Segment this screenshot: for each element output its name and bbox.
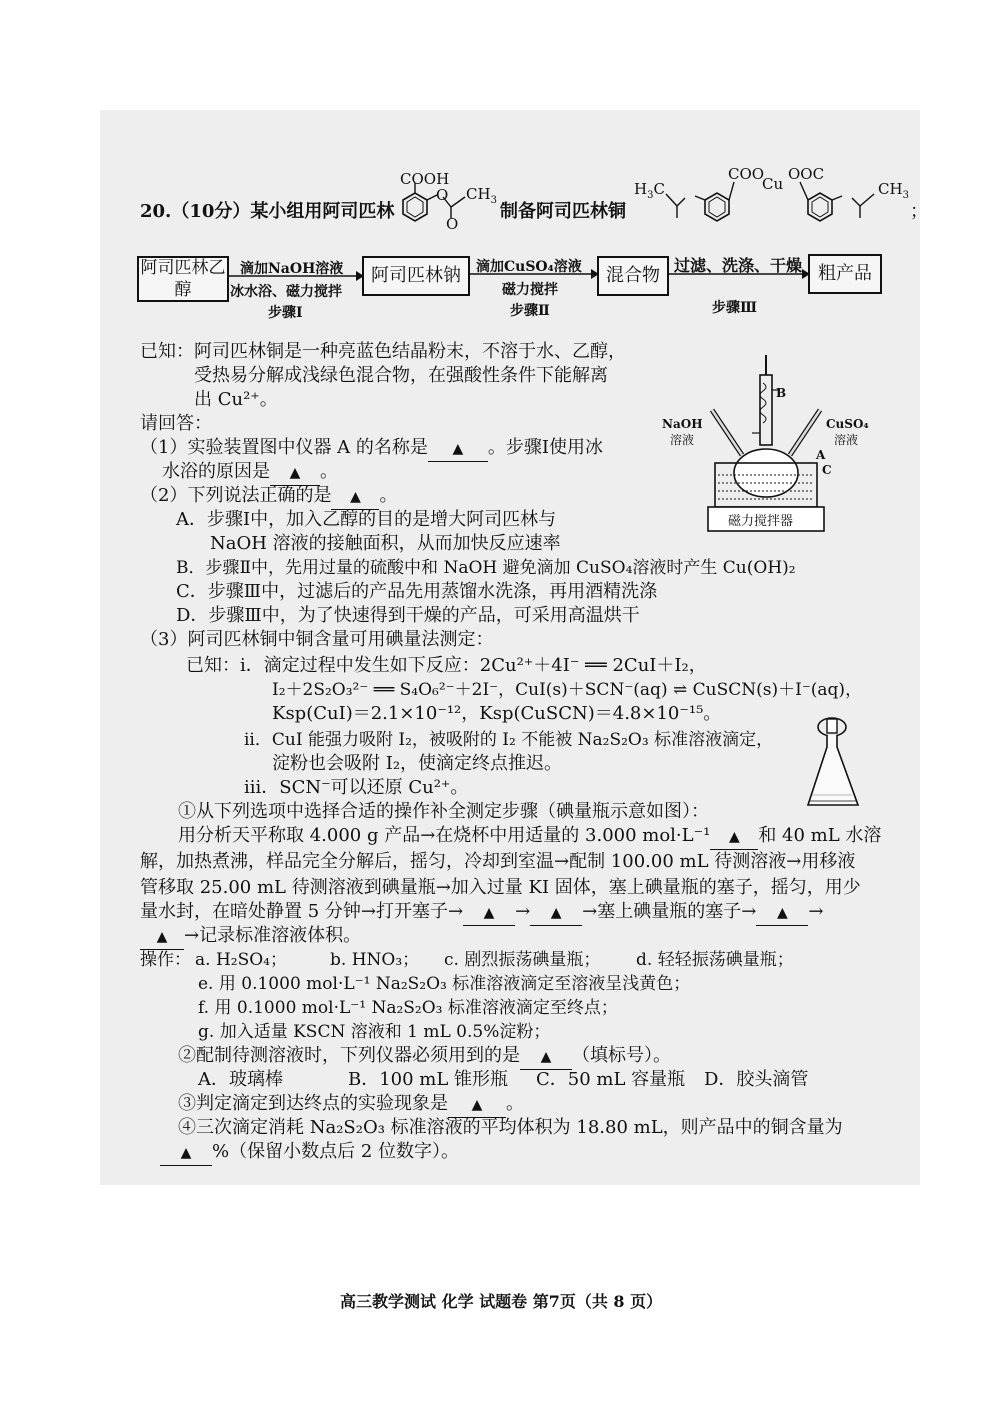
q3-step1-head: ①从下列选项中选择合适的操作补全测定步骤（碘量瓶示意如图）： [178,801,709,822]
q3-step2-option-a: A．玻璃棒 [198,1069,283,1090]
arrow3-top-label: 过滤、洗涤、干燥 [674,256,803,275]
iodine-flask-diagram [800,715,870,815]
q3-step3: ③判定滴定到达终点的实验现象是 ▲ 。 [178,1092,524,1118]
q3-step2-option-b: B．100 mL 锥形瓶 [348,1069,509,1090]
q2-option-a-line1: A．步骤Ⅰ中，加入乙醇的目的是增大阿司匹林与 [176,509,557,530]
cuso4-label: CuSO₄ [826,417,869,431]
flow-box-mixture: 混合物 [597,256,669,296]
q3-step1-line4: 量水封，在暗处静置 5 分钟→打开塞子→ ▲ → ▲ →塞上碘量瓶的塞子→ ▲ → [140,900,823,926]
q3-step4-line1: ④三次滴定消耗 Na₂S₂O₃ 标准溶液的平均体积为 18.80 mL，则产品中的铜含量为 [178,1117,843,1138]
answer-prompt: 请回答： [140,413,212,434]
ch3-label: $CH_3$ [466,185,497,206]
question-end: ； [910,201,928,222]
apparatus-label-b: B [776,386,787,400]
ch3-label-2: $CH_3$ [878,180,909,201]
q3-step1-line1: 用分析天平称取 4.000 g 产品→在烧杯中用适量的 3.000 mol·L⁻¹ ▲ 和 40 mL 水溶 [178,824,881,850]
q1-line1: （1）实验装置图中仪器 A 的名称是 ▲ 。步骤Ⅰ使用冰 [140,436,603,462]
ooc-label: OOC [788,165,825,183]
flow-box-crude-product: 粗产品 [808,254,882,294]
step1-label: 步骤Ⅰ [268,305,303,321]
flow-box-aspirin-ethanol: 阿司匹林乙醇 [137,256,229,302]
q2-option-d: D．步骤Ⅲ中，为了快速得到干燥的产品，可采用高温烘干 [176,605,640,626]
apparatus-label-a: A [816,448,826,462]
page-footer: 高三教学测试 化学 试题卷 第7页（共 8 页） [340,1292,663,1311]
flow-box-aspirin-sodium: 阿司匹林钠 [362,256,470,296]
o-label-2: O [446,215,459,233]
naoh-label: NaOH [662,417,703,431]
q3-known-iii: iii．SCN⁻可以还原 Cu²⁺。 [244,777,469,798]
q3-known-ii-line2: 淀粉也会吸附 I₂，使滴定终点推迟。 [272,753,563,774]
q3-op-a: a. H₂SO₄； [195,950,287,970]
coo-label: COO [728,165,765,183]
arrow1-top-label: 滴加NaOH溶液 [240,261,344,277]
q2-option-c: C．步骤Ⅲ中，过滤后的产品先用蒸馏水洗涤，再用酒精洗涤 [176,581,658,602]
q2-option-a-line2: NaOH 溶液的接触面积，从而加快反应速率 [210,533,561,554]
q3-ops-label: 操作： [140,950,191,970]
known-label: 已知： [140,341,194,362]
cuso4-solution-label: 溶液 [834,433,859,447]
q3-op-d: d. 轻轻振荡碘量瓶； [636,950,794,970]
q3-op-b: b. HNO₃； [330,950,420,970]
q3-step1-line3: 管移取 25.00 mL 待测溶液到碘量瓶→加入过量 KI 固体，塞上碘量瓶的塞子，摇匀，用少 [140,877,861,898]
step2-label: 步骤Ⅱ [510,303,550,319]
known-line1: 阿司匹林铜是一种亮蓝色结晶粉末，不溶于水、乙醇， [194,341,626,362]
known-line3: 出 Cu²⁺。 [194,389,278,410]
q3-op-f: f. 用 0.1000 mol·L⁻¹ Na₂S₂O₃ 标准溶液滴定至终点； [198,998,618,1018]
question-middle: 制备阿司匹林铜 [500,201,626,222]
q3-step2-option-c: C．50 mL 容量瓶 [536,1069,686,1090]
q3-step1-line5: ▲ →记录标准溶液体积。 [140,924,361,950]
cu-label: Cu [762,175,784,193]
q3-op-g: g. 加入适量 KSCN 溶液和 1 mL 0.5%淀粉； [198,1022,551,1042]
q3-ksp: Ksp(CuI)＝2.1×10⁻¹²，Ksp(CuSCN)＝4.8×10⁻¹⁵。 [272,703,722,724]
q2-stem: （2）下列说法正确的是 ▲ 。 [140,484,397,510]
naoh-solution-label: 溶液 [670,433,695,447]
stirrer-label: 磁力搅拌器 [728,514,794,529]
cooh-label: COOH [400,170,450,188]
q3-equation-2: I₂＋2S₂O₃²⁻ ══ S₄O₆²⁻＋2I⁻，CuI(s)＋SCN⁻(aq) ⇌ CuSCN(s)＋I⁻(aq)， [272,680,863,700]
arrow2-bottom-label: 磁力搅拌 [502,282,558,298]
q3-stem: （3）阿司匹林铜中铜含量可用碘量法测定： [140,629,494,650]
q3-step2-stem: ②配制待测溶液时，下列仪器必须用到的是 ▲ （填标号）。 [178,1044,671,1070]
q1-line2: 水浴的原因是 ▲ 。 [162,460,338,486]
q3-known-i: 已知：i．滴定过程中发生如下反应：2Cu²⁺＋4I⁻ ══ 2CuI＋I₂， [186,655,707,676]
q3-step2-option-d: D．胶头滴管 [704,1069,809,1090]
step3-label: 步骤Ⅲ [712,300,758,316]
arrow1-bottom-label: 冰水浴、磁力搅拌 [230,284,342,300]
arrow2-top-label: 滴加CuSO₄溶液 [476,259,582,275]
question-number: 20.（10分）某小组用阿司匹林 [140,201,395,222]
q3-op-c: c. 剧烈振荡碘量瓶； [444,950,601,970]
apparatus-label-c: C [822,463,832,477]
q3-op-e: e. 用 0.1000 mol·L⁻¹ Na₂S₂O₃ 标准溶液滴定至溶液呈浅黄色； [198,974,691,994]
q3-step1-line2: 解，加热煮沸，样品完全分解后，摇匀，冷却到室温→配制 100.00 mL 待测溶液→用移液 [140,851,856,872]
q2-option-b: B．步骤Ⅱ中，先用过量的硫酸中和 NaOH 避免滴加 CuSO₄溶液时产生 Cu(OH)₂ [176,558,796,578]
q3-step4-line2: ▲ %（保留小数点后 2 位数字）。 [160,1140,459,1166]
h3c-label: $H_3C$ [634,180,665,201]
q3-known-ii-line1: ii．CuI 能强力吸附 I₂，被吸附的 I₂ 不能被 Na₂S₂O₃ 标准溶液滴定， [244,730,774,750]
known-line2: 受热易分解成浅绿色混合物，在强酸性条件下能解离 [194,365,608,386]
o-label: O [436,186,449,204]
